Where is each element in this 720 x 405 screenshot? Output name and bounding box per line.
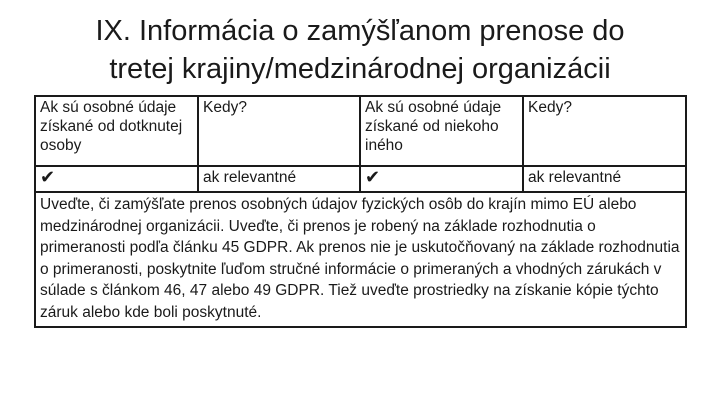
title-line-2: tretej krajiny/medzinárodnej organizácii [109, 53, 611, 85]
header-when-1: Kedy? [198, 96, 360, 166]
transfer-info-table [34, 95, 687, 328]
check-mark-icon: ✔ [35, 166, 198, 192]
header-when-2: Kedy? [523, 96, 686, 166]
table-description-row [35, 192, 686, 327]
title-line-1: IX. Informácia o zamýšľanom prenose do [95, 15, 625, 47]
header-from-data-subject: Ak sú osobné údaje získané od dotknutej osoby [35, 96, 198, 166]
table-values-row [35, 166, 686, 192]
table-header-row [35, 96, 686, 166]
header-from-other-source: Ak sú osobné údaje získané od niekoho iného [360, 96, 523, 166]
value-when-1: ak relevantné [198, 166, 360, 192]
check-mark-icon: ✔ [360, 166, 523, 192]
slide-title [0, 12, 720, 88]
value-when-2: ak relevantné [523, 166, 686, 192]
description-text: Uveďte, či zamýšľate prenos osobných údajov fyzických osôb do krajín mimo EÚ alebo medzinárodnej organizácii. Uveďte, či prenos je robený na základe rozhodnutia o primeranosti podľa článku 45 GDPR. Ak prenos nie je uskutočňovaný na základe rozhodnutia o primeranosti, poskytnite ľuďom stručné informácie o primeraných a vhodných zárukách v súlade s článkom 46, 47 alebo 49 GDPR. Tiež uveďte prostriedky na získanie kópie týchto záruk alebo kde boli poskytnuté. [35, 192, 686, 327]
